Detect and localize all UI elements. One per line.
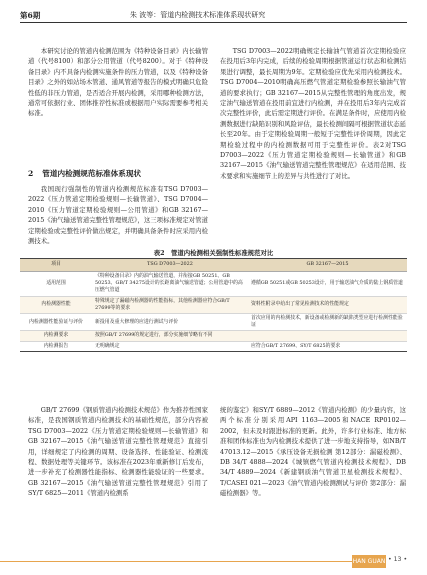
table-row [20,331,407,341]
gb-cell: 首次应用的内检测技术，新设备或检测新的缺陷类型应进行检测性能验证 [248,314,407,331]
paragraph: TSG D7003—2022明确规定长输油气管道首次定期检验应在投用后3年内完成，后续的检验周期根据管道运行状态和检测结果进行调整，最长周期为9年。定期检验应优先采用内检测技术。TSG D7004—2010明确高压燃气管道定期检验参照长输油气管道的要求执行；GB 32167—2015从完整性管理的角度出发，规定油气输送管道在投用前宜进行内检测，并在投用后3年内完成首次完整性评价，此后需定期进行评价。在满足条件时，应使用内检测数据进行缺陷识别和风险评估，最长检测间隔可根据管道状态延长至20年。由于定期检验周期一般短于完整性评价周期，因此定期检验过程中的内检测数据可用于完整性评价。表2对TSG D7003—2022《压力管道定期检验规则—长输管道》和GB 32167—2015《油气输送管道完整性管理规范》在适用范围、技术要求和实施细节上的差异与共性进行了对比。 [220,47,406,180]
left-column-bottom [28,405,208,499]
right-column-bottom [220,405,406,499]
right-column-top [220,46,406,181]
table-header-row [20,259,407,272]
paragraph: 我国现行强制性的管道内检测规范标准有TSG D7003—2022《压力管道定期检验规则—长输管道》、TSG D7004—2010《压力管道定期检验规则—公用管道》和GB 32167—2015《油气输送管道完整性管理规范》，这三项标准规定对管道定期检验或完整性评价做出规定，并明确具备条件时应采用内检测技术。 [28,185,208,246]
header-cell: 项目 [20,259,92,272]
header-cell: TSG D7003—2022 [92,259,248,272]
left-column-top [28,46,208,119]
merged-cell: 按照GB/T 27699的规定进行，部分实施细节略有不同 [92,331,407,341]
tsg-cell: 《特种设备目录》内的油气输送管道，并衔接GB 50251、GB 50253、GB/T 34275设计的长距离油气输送管道；公用管道中的高压燃气管道 [92,272,248,297]
journal-brand: HAN GUAN [352,555,386,568]
row-label: 适用范围 [20,272,92,297]
row-label: 内检测器性能 [20,296,92,313]
issue-number: 第6期 [20,11,41,20]
tsg-cell: 新投用及重大修理的应进行测试与评价 [92,314,248,331]
section-title: 管道内检测规范标准体系现状 [42,169,142,178]
tsg-cell: 无明确规定 [92,341,248,351]
row-label: 内检测器性能验证与评价 [20,314,92,331]
table-row [20,272,407,297]
table-caption: 表2 管道内检测相关强制性标准规范对比 [153,249,274,257]
page-footer [0,552,427,575]
table-row [20,341,407,351]
header-cell: GB 32167—2015 [248,259,407,272]
page-header [0,0,427,26]
gb-cell: 遵循GB 50251或GB 50253设计，用于输送油气介质的陆上钢质管道 [248,272,407,297]
comparison-table [20,258,407,352]
left-column-mid [28,184,208,246]
footer-rule [0,561,352,562]
page-number: • 13 • [388,556,408,563]
gb-cell: 资料性附录中给出了常见检测技术的性能规定 [248,296,407,313]
paragraph: GB/T 27699《钢质管道内检测技术规范》作为推荐性国家标准，是我国钢质管道内检测技术的基础性规范，部分内容被TSG D7003—2022《压力管道定期检验规则—长输管道》和GB 32167—2015《油气输送管道完整性管理规范》直接引用，详细规定了内检测的周期、设备选择、性能验证、检测流程、数据处理等关键环节。该标准在2023年重新修订后发布，进一步补充了检测器性能指标、检测器性能验证的一些要求。GB 32167—2015《油气输送管道完整性管理规范》引用了SY/T 6825—2011《管道内检测系 [28,406,208,498]
paragraph: 本研究讨论的管道内检测范围为《特种设备目录》内长输管道（代号8100）和部分公用管道（代号8200）。对于《特种设备目录》内不具备内检测实施条件的压力管道，以及《特种设备目录》之外的如站场木管道、通风管道等报告的模式明确只危险性低的非压力管道，是否适合开展内检测，采用哪种检测方法，通常可依据行业、团体推荐性标准或根据用户实际需要参考相关标准。 [28,47,208,118]
running-title: 朱 波等：管道内检测技术标准体系现状研究 [130,11,266,19]
table-row [20,314,407,331]
header-rule [20,22,407,23]
section-heading [28,168,141,179]
paragraph: 统的鉴定》和SY/T 6889—2012《管道内检测》的少量内容，这两个标准分别采用API 1163—2005和NACE RP0102—2002，但未及时跟进标准的更新。此外，许多行业标准、地方标准和团体标准也为内检测技术提供了进一步地支持指导，如NB/T 47013.12—2015《承压设备无损检测 第12部分：漏磁检测》、DB 34/T 4888—2024《城镇燃气管道内检测技术规程》、DB 34/T 4889—2024《新建钢质油气管道卫星检测技术规程》、T/CASEI 021—2023《油气管道内检测测试与评价 第2部分：漏磁检测器》等。 [220,406,406,498]
table-row [20,296,407,313]
gb-cell: 应符合GB/T 27699、SY/T 6825的要求 [248,341,407,351]
section-number: 2 [28,169,34,178]
row-label: 内检测报告 [20,341,92,351]
row-label: 内检测要求 [20,331,92,341]
tsg-cell: 特殊规定了漏磁内检测器的性能指标，其他检测器应符合GB/T 27699等的要求 [92,296,248,313]
